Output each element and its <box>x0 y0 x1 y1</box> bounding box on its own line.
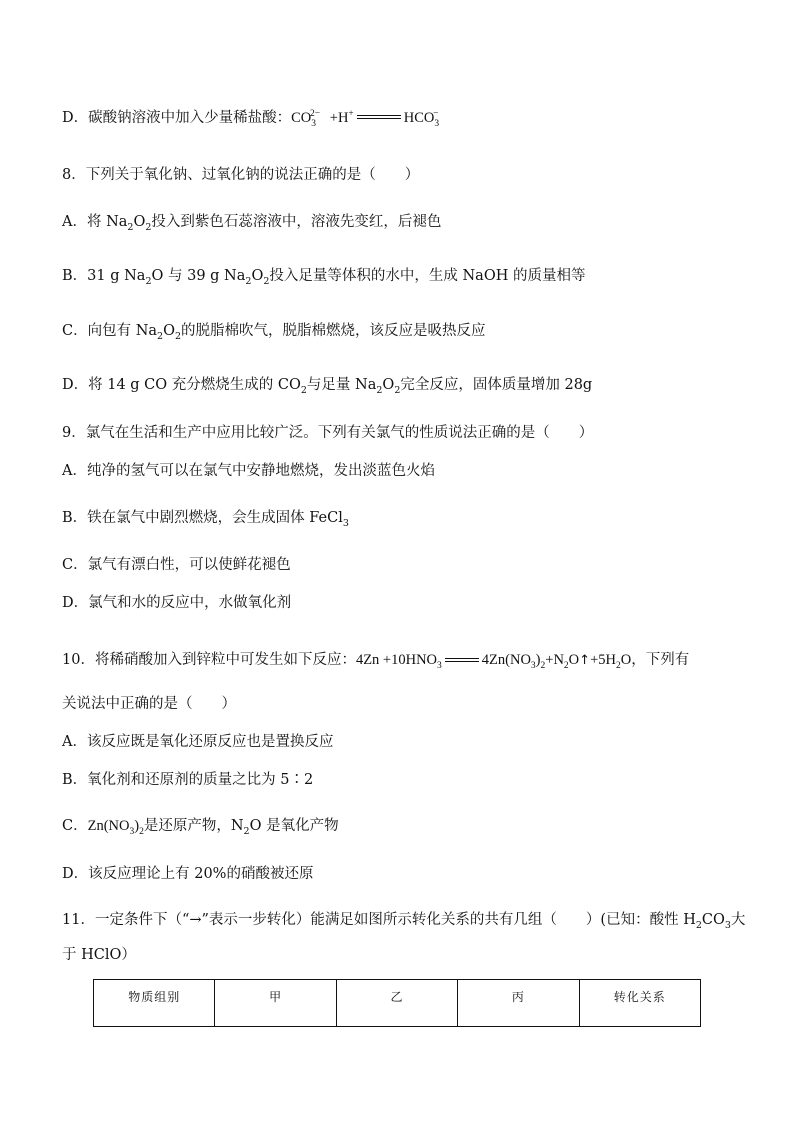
equals-bar <box>357 115 401 119</box>
q9-option-d: D．氯气和水的反应中，水做氧化剂 <box>62 595 292 611</box>
q9-option-a: A．纯净的氢气可以在氯气中安静地燃烧，发出淡蓝色火焰 <box>62 463 435 479</box>
equals-bar <box>445 658 479 662</box>
q8-stem: 8．下列关于氧化钠、过氧化钠的说法正确的是（ ） <box>62 167 420 183</box>
table-header-cell: 丙 <box>458 980 579 1027</box>
gas-up-arrow-icon: ↑ <box>579 653 591 668</box>
q10-option-a: A．该反应既是氧化还原反应也是置换反应 <box>62 734 334 750</box>
table-header-cell: 甲 <box>215 980 336 1027</box>
q8-option-b: B．31 g $Na_2O$ 与 39 g $Na_2O_2$投入足量等体积的水中，生成 NaOH 的质量相等 <box>62 268 586 287</box>
q7-optd-text: D．碳酸钠溶液中加入少量稀盐酸： <box>62 110 292 126</box>
q9-stem: 9．氯气在生活和生产中应用比较广泛。下列有关氯气的性质说法正确的是（ ） <box>62 425 594 441</box>
carbonate-formula: $CO_3^{2-} +H^+$ <box>291 109 354 129</box>
q10-option-c: C．$Zn(NO_3)_2$是还原产物，$N_2O$ 是氧化产物 <box>62 818 339 837</box>
q9-option-c: C．氯气有漂白性，可以使鲜花褪色 <box>62 557 291 573</box>
reaction-equation: $4Zn +10HNO_3$ $4Zn(NO_3)_2+N_2O↑+5H_2O$ <box>355 652 632 671</box>
table-header-row <box>94 980 701 1027</box>
q11-stem-line2: 于 HClO） <box>62 947 136 963</box>
q10-stem-line1: 10．将稀硝酸加入到锌粒中可发生如下反应：$4Zn +10HNO_3$ $4Zn(NO_3)_2+N_2O↑+5H_2O$，下列有 <box>62 652 690 671</box>
q10-stem-line2: 关说法中正确的是（ ） <box>62 696 236 712</box>
table-header-cell: 乙 <box>336 980 457 1027</box>
q8-option-a: A．将 $Na_2O_2$投入到紫色石蕊溶液中，溶液先变红，后褪色 <box>62 214 442 233</box>
table-header-cell: 转化关系 <box>579 980 700 1027</box>
q9-option-b: B．铁在氯气中剧烈燃烧，会生成固体 FeCl$_3$ <box>62 510 349 529</box>
q10-option-b: B．氧化剂和还原剂的质量之比为 5∶2 <box>62 772 314 788</box>
q11-stem-line1: 11．一定条件下（“→”表示一步转化）能满足如图所示转化关系的共有几组（ ）(已知：酸性 $H_2CO_3$大 <box>62 912 746 931</box>
q8-option-c: C．向包有 $Na_2O_2$的脱脂棉吹气，脱脂棉燃烧，该反应是吸热反应 <box>62 323 486 342</box>
q10-option-d: D．该反应理论上有 20%的硝酸被还原 <box>62 866 314 882</box>
q7-option-d <box>62 108 445 128</box>
table-header-cell: 物质组别 <box>94 980 215 1027</box>
bicarbonate-formula: $HCO_3^-$ <box>403 109 440 129</box>
q8-option-d: D．将 14 g CO 充分燃烧生成的 $CO_2$与足量 $Na_2O_2$完全反应，固体质量增加 28g <box>62 377 593 396</box>
q11-table <box>93 979 701 1027</box>
